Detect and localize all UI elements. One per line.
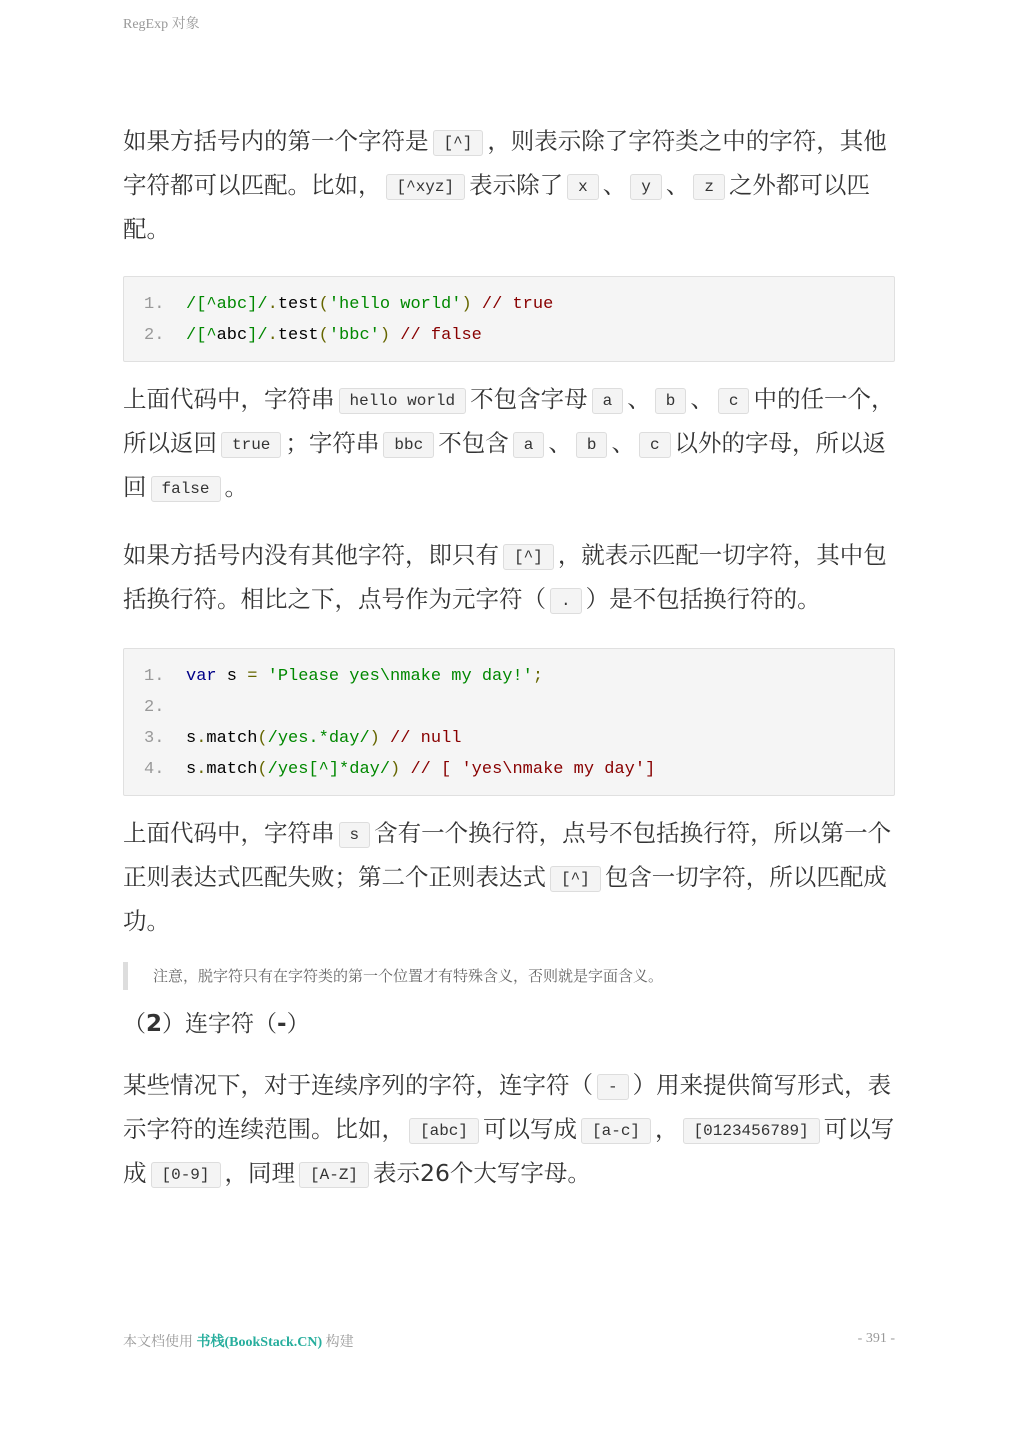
paragraph-4 [123, 812, 895, 942]
text: 上面代码中，字符串 [123, 385, 335, 413]
text: 、 [548, 429, 572, 457]
inline-code: c [718, 388, 750, 414]
code-comment: // false [400, 326, 482, 345]
code-regex: /yes.*day/ [267, 729, 370, 748]
page-footer [123, 1331, 895, 1351]
code-punct: = [247, 667, 258, 686]
inline-code: x [567, 174, 599, 200]
code-identifier: s [186, 760, 197, 779]
inline-code: false [151, 476, 221, 502]
code-method: test [277, 326, 319, 345]
text: 之外都可以匹配。 [123, 171, 870, 243]
code-punct: . [196, 729, 207, 748]
code-line [144, 723, 874, 754]
inline-code: [abc] [409, 1118, 479, 1144]
inline-code: y [630, 174, 662, 200]
footer-brand-link[interactable]: 书栈(BookStack.CN) [196, 1335, 323, 1350]
text: 、 [602, 171, 627, 199]
inline-code: b [576, 432, 608, 458]
text: 可以写成 [123, 1115, 895, 1187]
code-block-1[interactable] [123, 276, 895, 362]
text: 、 [690, 385, 714, 413]
paragraph-1 [123, 120, 895, 250]
code-line [144, 754, 874, 785]
code-punct: . [267, 295, 278, 314]
text: 如果方括号内没有其他字符，即只有 [123, 541, 499, 569]
code-punct: ( [318, 326, 329, 345]
code-comment: // true [481, 295, 554, 314]
paragraph-5 [123, 1064, 895, 1196]
text: ，则表示除了字符类之中的字符，其他字符都可以匹配。比如， [123, 127, 887, 199]
inline-code: a [592, 388, 624, 414]
code-punct: . [196, 760, 207, 779]
line-number: 4. [144, 760, 165, 779]
text: 表示除了 [469, 171, 564, 199]
line-number: 1. [144, 667, 165, 686]
inline-code: a [513, 432, 545, 458]
code-punct: ) [379, 326, 391, 345]
text: - [277, 1011, 287, 1037]
text: 可以写成 [483, 1115, 578, 1143]
code-punct: . [267, 326, 278, 345]
text: ）用来提供简写形式，表示字符的连续范围。比如， [123, 1071, 892, 1143]
inline-code: . [550, 588, 582, 614]
code-identifier: s [186, 729, 197, 748]
code-string: 'hello world' [328, 295, 462, 314]
text: 某些情况下，对于连续序列的字符，连字符（ [123, 1071, 593, 1099]
inline-code: bbc [383, 432, 434, 458]
footer-prefix: 本文档使用 [123, 1335, 197, 1350]
inline-code: [^] [433, 130, 484, 156]
code-regex: abc [216, 326, 248, 345]
inline-code: [0123456789] [683, 1118, 820, 1144]
running-header: RegExp 对象 [123, 17, 200, 32]
code-line [144, 289, 874, 320]
text: 不包含 [438, 429, 509, 457]
inline-code: z [693, 174, 725, 200]
code-punct: ) [461, 295, 472, 314]
text: （ [123, 1011, 146, 1037]
code-punct: ( [318, 295, 329, 314]
inline-code: b [655, 388, 687, 414]
text: 如果方括号内的第一个字符是 [123, 127, 429, 155]
note-blockquote: 注意，脱字符只有在字符类的第一个位置才有特殊含义，否则就是字面含义。 [123, 962, 895, 990]
text: 中的任一个，所以返回 [123, 385, 895, 457]
text: 、 [665, 171, 690, 199]
page-number: - 391 - [857, 1331, 895, 1346]
inline-code: [^] [503, 544, 554, 570]
code-regex: /yes[^]*day/ [267, 760, 391, 779]
text: 以外的字母，所以返回 [123, 429, 887, 501]
text: ） [286, 1011, 310, 1037]
line-number: 3. [144, 729, 165, 748]
text: 表示26个大写字母。 [373, 1159, 591, 1187]
code-regex: /[^ [186, 326, 217, 345]
section-subheading [123, 1008, 895, 1040]
text: 上面代码中，字符串 [123, 819, 335, 847]
text: ，同理 [224, 1159, 296, 1187]
page-content [123, 120, 895, 1196]
text: ，就表示匹配一切字符，其中包括换行符。相比之下，点号作为元字符（ [123, 541, 887, 613]
text: 不包含字母 [470, 385, 588, 413]
text: 2 [146, 1011, 163, 1037]
footer-suffix: 构建 [322, 1335, 354, 1350]
code-comment: // [ 'yes\nmake my day'] [400, 760, 656, 779]
line-number: 2. [144, 326, 165, 345]
text: 。 [224, 473, 249, 501]
code-keyword: var [186, 667, 217, 686]
paragraph-2 [123, 378, 895, 510]
text: ；字符串 [285, 429, 380, 457]
code-punct: ( [257, 729, 268, 748]
inline-code: [^] [550, 866, 601, 892]
code-punct: ) [369, 729, 380, 748]
code-method: match [206, 729, 258, 748]
code-string: 'bbc' [328, 326, 380, 345]
inline-code: [a-c] [581, 1118, 651, 1144]
code-regex: /[^abc]/ [186, 295, 268, 314]
line-number: 1. [144, 295, 165, 314]
text: 、 [611, 429, 635, 457]
code-comment: // null [379, 729, 462, 748]
code-method: test [277, 295, 319, 314]
text: ）是不包括换行符的。 [585, 585, 821, 613]
code-punct: ) [390, 760, 401, 779]
inline-code: s [339, 822, 371, 848]
paragraph-3 [123, 534, 895, 622]
text: ）连字符（ [162, 1011, 278, 1037]
inline-code: [A-Z] [299, 1162, 369, 1188]
inline-code: hello world [339, 388, 467, 414]
text: 、 [627, 385, 651, 413]
code-string: 'Please yes\nmake my day!' [257, 667, 533, 686]
inline-code: [0-9] [151, 1162, 221, 1188]
code-method: match [206, 760, 258, 779]
code-line [144, 692, 874, 723]
inline-code: [^xyz] [386, 174, 466, 200]
text: 含有一个换行符，点号不包括换行符，所以第一个正则表达式匹配失败；第二个正则表达式 [123, 819, 892, 891]
code-regex: ]/ [247, 326, 268, 345]
text: 包含一切字符，所以匹配成功。 [123, 863, 887, 935]
code-punct: ( [257, 760, 268, 779]
inline-code: c [639, 432, 671, 458]
code-line [144, 320, 874, 351]
inline-code: true [221, 432, 281, 458]
line-number: 2. [144, 698, 165, 717]
code-punct: ; [532, 667, 544, 686]
inline-code: - [597, 1074, 629, 1100]
code-block-2[interactable] [123, 648, 895, 796]
code-identifier: s [216, 667, 248, 686]
text: ， [655, 1115, 679, 1143]
code-line [144, 661, 874, 692]
